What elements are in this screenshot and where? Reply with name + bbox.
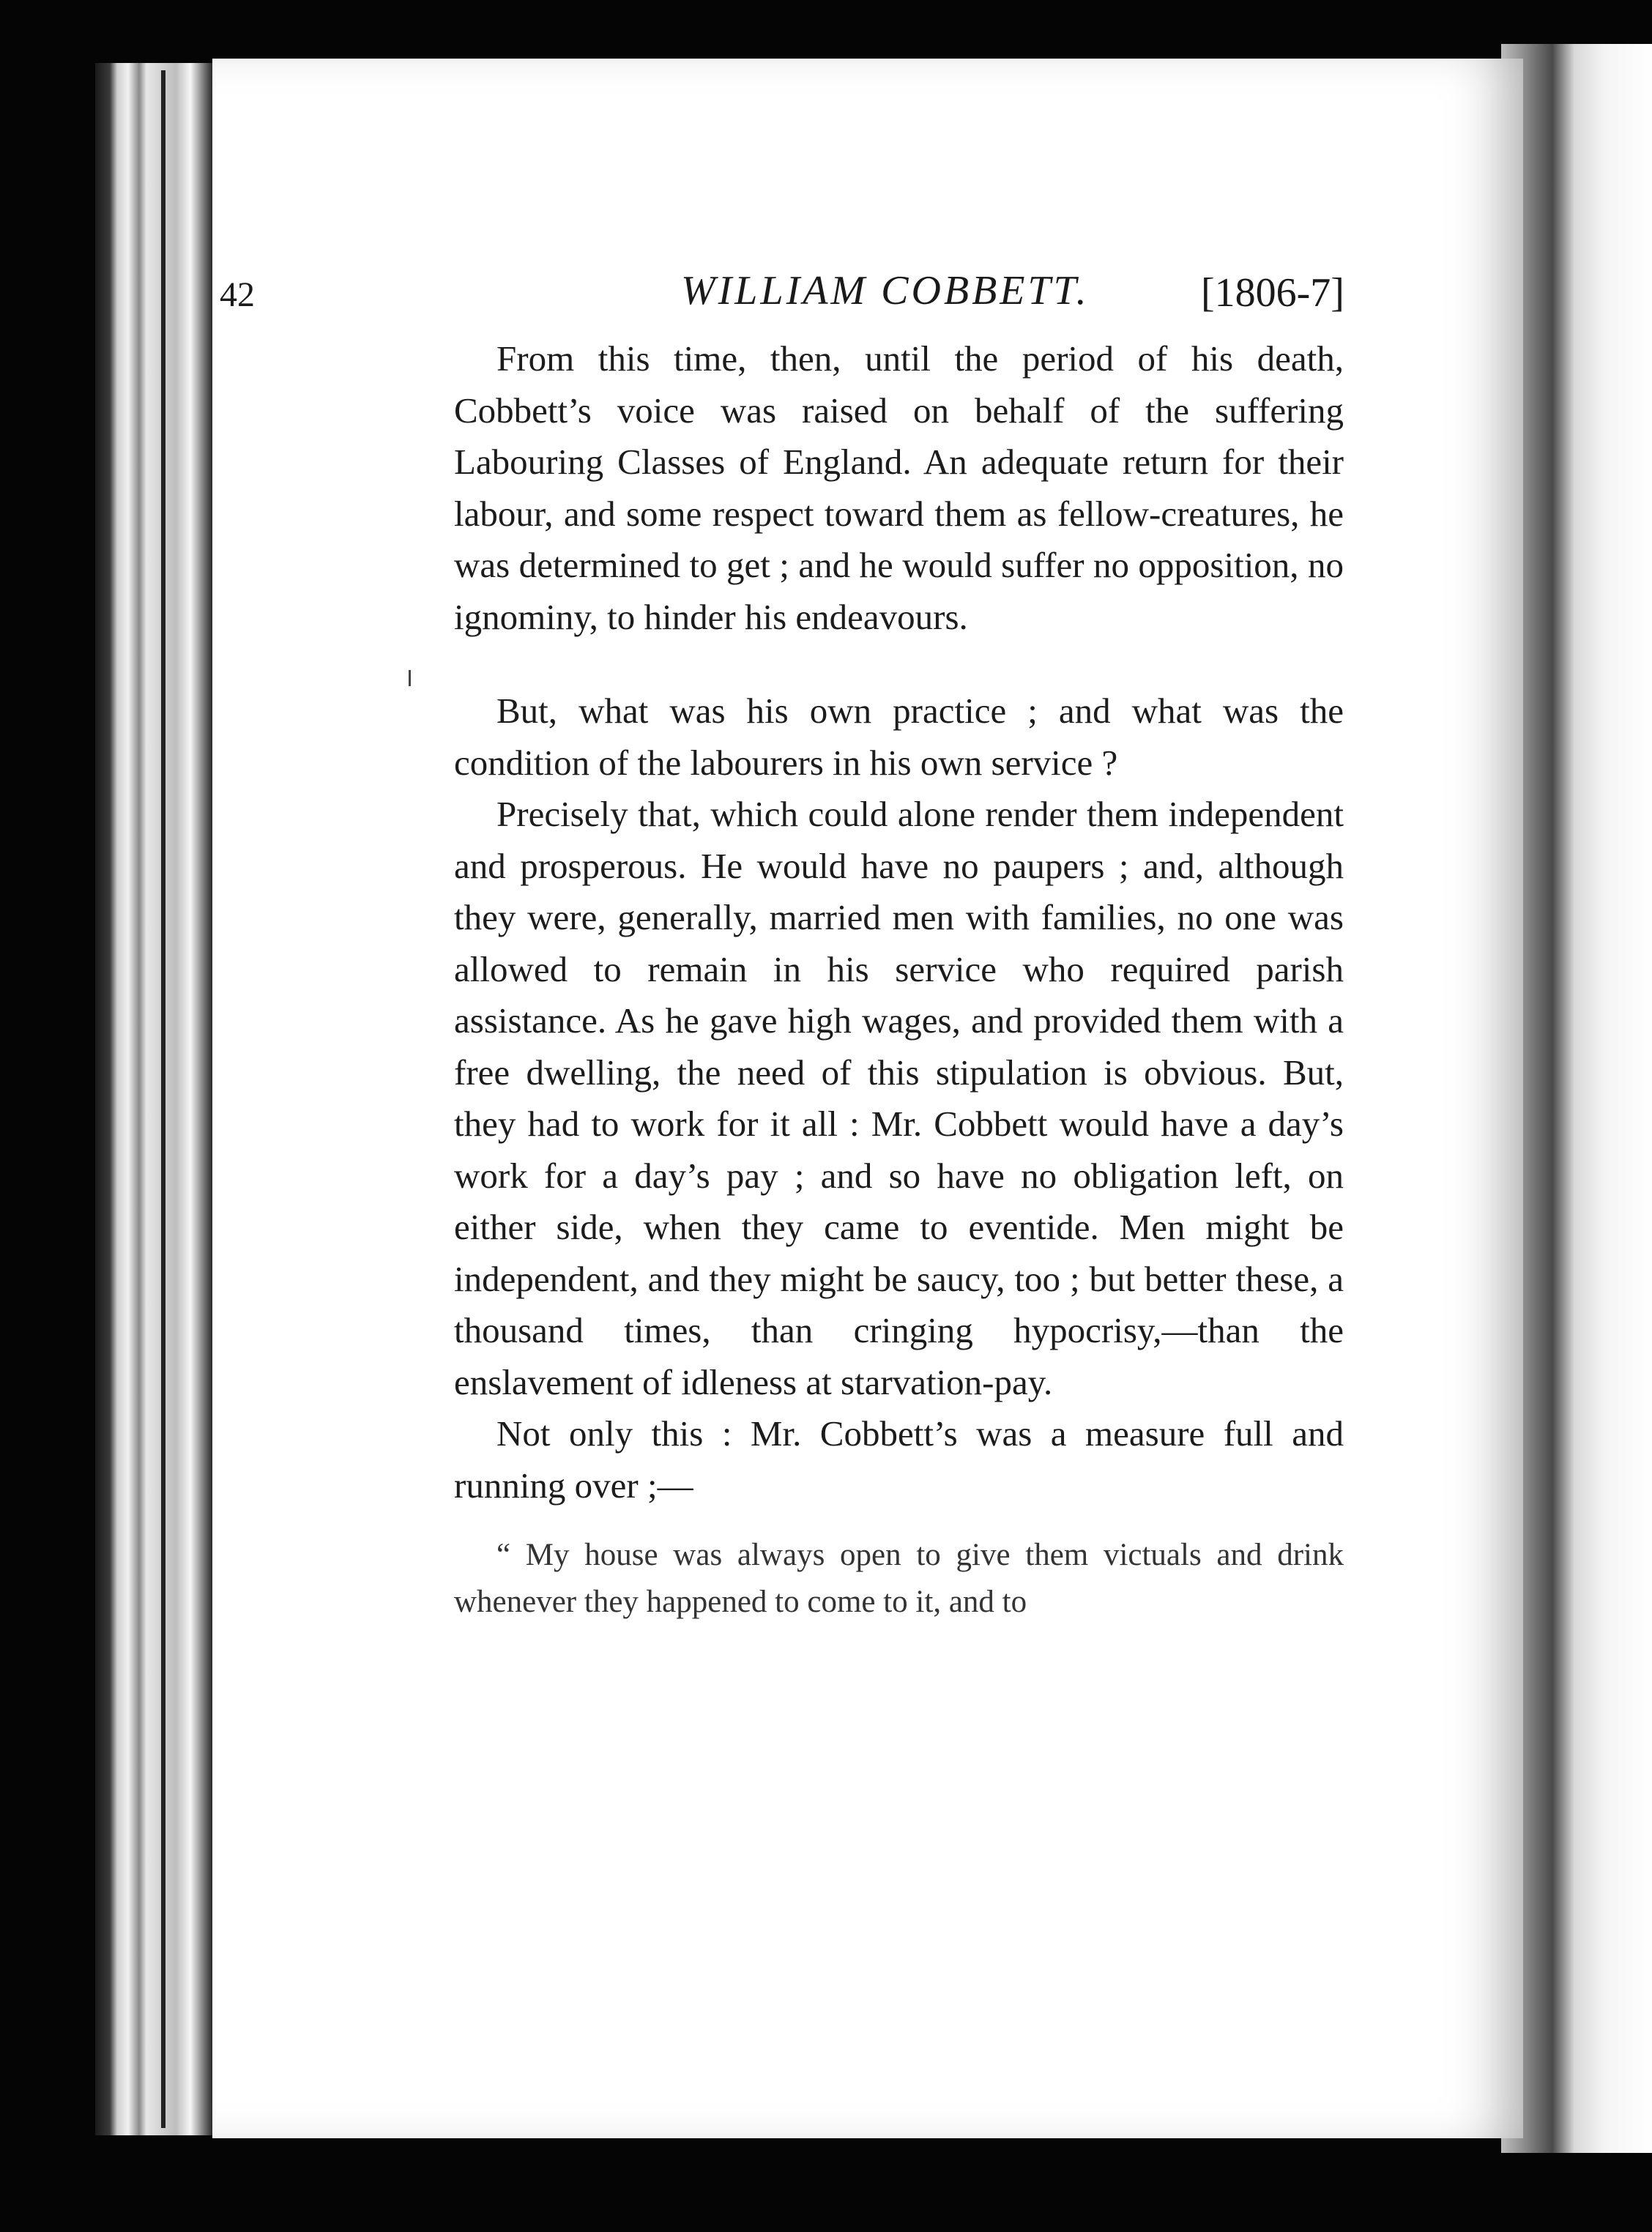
paragraph-2: But, what was his own practice ; and what was the condition of the labourers in his own service ? [454,691,1344,783]
body-text [454,333,1344,1626]
margin-mark [409,670,411,686]
block-quote: “ My house was always open to give them victuals and drink whenever they happened to come to it, and to [454,1538,1344,1619]
book-right-edge [1501,44,1652,2153]
book-left-edge [95,63,212,2135]
running-title: WILLIAM COBBETT. [681,268,1090,313]
page-number: 42 [220,275,255,314]
paragraph-4: Not only this : Mr. Cobbett’s was a measure full and running over ;— [454,1413,1344,1506]
date-range: [1806-7] [1201,270,1344,316]
paragraph-1: From this time, then, until the period of his death, Cobbett’s voice was raised on behalf of the suffering Labouring Classes of England. An adequate return for their labour, and some respect toward them as fellow-creatures, he was determined to get ; and he would suffer no opposition, no ignominy, to hinder his endeavours. [454,338,1344,637]
paragraph-3: Precisely that, which could alone render them independent and prosperous. He would have no paupers ; and, although they were, generally, married men with families, no one was allowed to remain in his service who required parish assistance. As he gave high wages, and provided them with a free dwelling, the need of this stipulation is obvious. But, they had to work for it all : Mr. Cobbett would have a day’s work for a day’s pay ; and so have no obligation left, on either side, when they came to eventide. Men might be independent, and they might be saucy, too ; but better these, a thousand times, than cringing hypocrisy,—than the enslavement of idleness at starvation-pay. [454,794,1344,1402]
